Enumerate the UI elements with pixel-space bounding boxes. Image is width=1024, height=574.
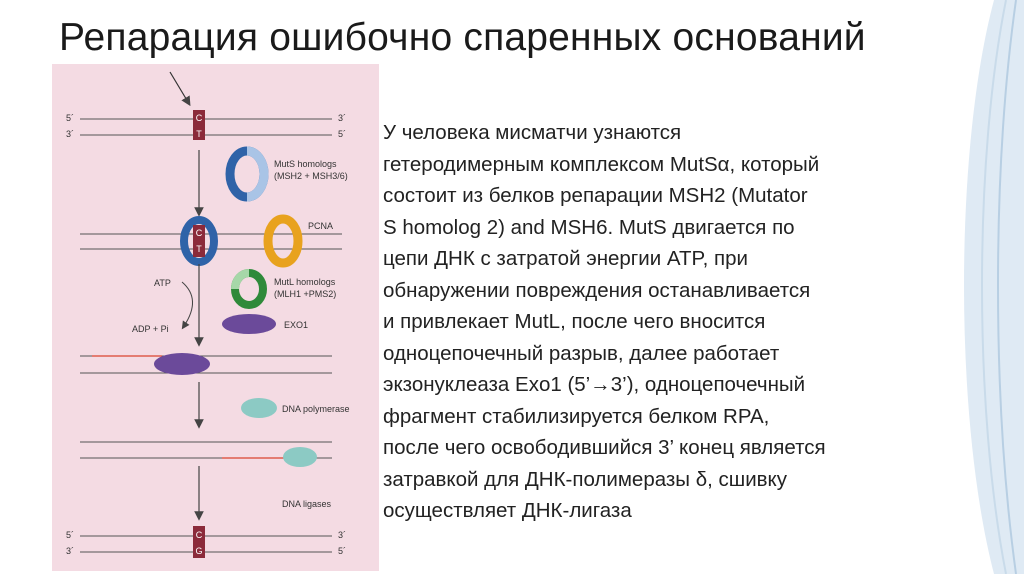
body-line: затравкой для ДНК-полимеразы δ, сшивку: [383, 467, 788, 491]
exo1-label: EXO1: [284, 320, 309, 330]
adp-label: ADP + Pi: [132, 324, 169, 334]
body-line: цепи ДНК с затратой энергии ATP, при: [383, 247, 748, 270]
dna-polymerase-label: DNA polymerase: [282, 404, 350, 414]
slide-title: Репарация ошибочно спаренных оснований: [59, 16, 866, 59]
strand-5-label-2: 5´: [66, 530, 75, 540]
body-line: S homolog 2) and MSH6. MutS двигается по: [383, 215, 795, 239]
body-line: У человека мисматчи узнаются: [383, 121, 682, 144]
base-g: G: [195, 546, 203, 556]
exo1-icon: [222, 314, 276, 334]
dna-polymerase-icon: [241, 398, 277, 418]
muts-label: MutS homologs: [274, 159, 337, 169]
body-line: гетеродимерным комплексом MutSα, который: [383, 152, 820, 176]
body-line: фрагмент стабилизируется белком RPA,: [383, 404, 770, 428]
dna-ligases-label: DNA ligases: [282, 499, 332, 509]
dna-step-2: [80, 220, 342, 262]
mismatch-repair-figure: [52, 64, 379, 571]
mutl-sub-label: (MLH1 +PMS2): [274, 289, 337, 299]
body-line: обнаружении повреждения останавливается: [383, 278, 811, 302]
strand-3-label: 3´: [66, 129, 75, 139]
pcna-icon: [268, 219, 298, 263]
dna-step-3: [80, 353, 332, 375]
body-line: осуществляет ДНК-лигаза: [383, 499, 632, 522]
base-t: T: [196, 129, 202, 139]
strand-3-end-label: 3´: [338, 113, 347, 123]
body-text: [383, 117, 953, 527]
strand-3-label-2: 3´: [66, 546, 75, 556]
body-line: экзонуклеаза Exo1 (5’→3’), одноцепочечный: [383, 373, 806, 396]
strand-3-end-label-2: 3´: [338, 530, 347, 540]
body-line: одноцепочечный разрыв, далее работает: [383, 341, 780, 365]
mutl-icon: [235, 273, 263, 305]
body-line: и привлекает MutL, после чего вносится: [383, 310, 766, 333]
muts-sub-label: (MSH2 + MSH3/6): [274, 171, 348, 181]
dna-step-5: [66, 526, 346, 558]
dna-step-4: [80, 442, 332, 467]
base-c-3: C: [195, 530, 203, 540]
base-c: C: [195, 113, 203, 123]
strand-5-end-label: 5´: [338, 129, 347, 139]
muts-icon: [230, 151, 264, 197]
pcna-label: PCNA: [308, 221, 334, 231]
base-t-2: T: [196, 244, 202, 254]
body-line: после чего освободившийся 3’ конец является: [383, 436, 826, 459]
strand-5-label: 5´: [66, 113, 75, 123]
dna-step-1: [66, 110, 346, 140]
strand-5-end-label-2: 5´: [338, 546, 347, 556]
base-c-2: C: [195, 228, 203, 238]
atp-label: ATP: [154, 278, 171, 288]
mutl-label: MutL homologs: [274, 277, 336, 287]
body-line: состоит из белков репарации MSH2 (Mutator: [383, 184, 808, 207]
